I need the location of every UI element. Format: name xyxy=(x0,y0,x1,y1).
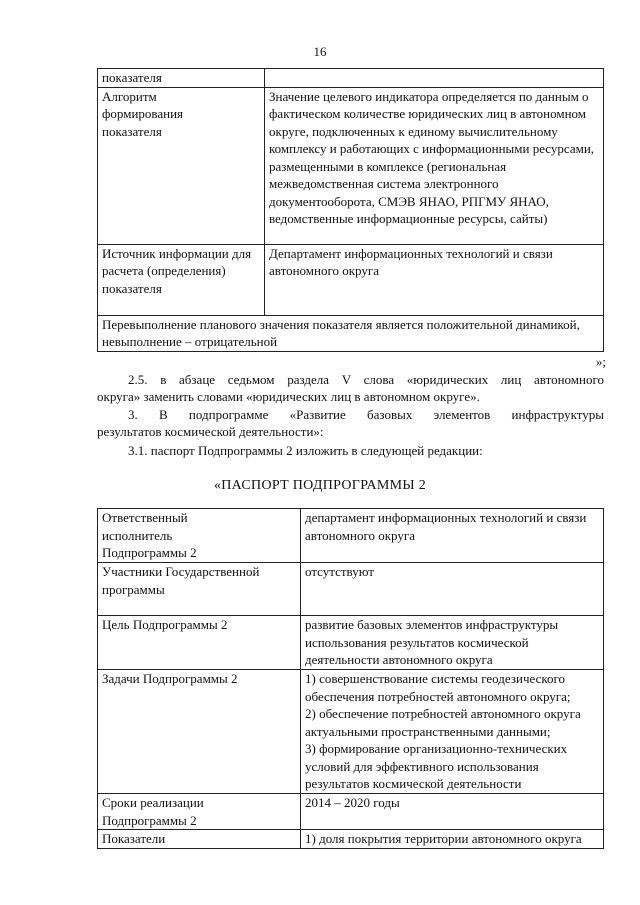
table-row xyxy=(98,69,604,88)
paragraph-line: 3.1. паспорт Подпрограммы 2 изложить в следующей редакции: xyxy=(128,443,483,458)
table-cell-value: 1) совершенствование системы геодезического обеспечения потребностей автономного округа; 2) обеспечение потребностей автономного округа актуальными пространственными данными; 3) формирование организационно-технических условий для эффективного использования результатов космической деятельности xyxy=(301,670,604,794)
passport-title: «ПАСПОРТ ПОДПРОГРАММЫ 2 xyxy=(213,478,427,493)
indicator-table xyxy=(97,68,604,352)
table-footer-note: Перевыполнение планового значения показателя является положительной динамикой, невыполнение – отрицательной xyxy=(98,315,604,351)
table-cell-value: департамент информационных технологий и связи автономного округа xyxy=(301,509,604,563)
table-cell-label: Ответственный исполнитель Подпрограммы 2 xyxy=(98,509,301,563)
table-row xyxy=(98,87,604,244)
table-cell-label: Сроки реализации Подпрограммы 2 xyxy=(98,794,301,830)
paragraph-line: 2.5. в абзаце седьмом раздела V слова «юридических лиц автономного xyxy=(128,372,604,387)
table-row xyxy=(98,830,604,849)
table-cell-label: Участники Государственной программы xyxy=(98,563,301,616)
table-cell-value xyxy=(265,69,604,88)
table-row xyxy=(98,315,604,351)
page-number: 16 xyxy=(313,44,327,59)
table-cell-value: Департамент информационных технологий и связи автономного округа xyxy=(265,244,604,315)
table-row xyxy=(98,616,604,670)
table-row xyxy=(98,670,604,794)
table-cell-label: Показатели xyxy=(98,830,301,849)
table-cell-value: Значение целевого индикатора определяется по данным о фактическом количестве юридических лиц в автономном округе, подключенных к единому вычислительному комплексу и работающих с информационными ресурсами, размещенными в комплексе (региональная межведомственная система электронного документооборота, СМЭВ ЯНАО, РПГМУ ЯНАО, ведомственные информационные ресурсы, сайты) xyxy=(265,87,604,244)
table-cell-label: Источник информации для расчета (определения) показателя xyxy=(98,244,265,315)
table-cell-value: 2014 – 2020 годы xyxy=(301,794,604,830)
table-row xyxy=(98,509,604,563)
table-cell-label: показателя xyxy=(98,69,265,88)
table-row xyxy=(98,794,604,830)
table-row xyxy=(98,563,604,616)
paragraph-line: результатов космической деятельности»: xyxy=(97,424,324,439)
table-cell-label: Алгоритм формирования показателя xyxy=(98,87,265,244)
table-cell-value: отсутствуют xyxy=(301,563,604,616)
table-cell-value: 1) доля покрытия территории автономного округа xyxy=(301,830,604,849)
passport-table xyxy=(97,508,604,849)
table-cell-label: Задачи Подпрограммы 2 xyxy=(98,670,301,794)
closing-quote: »; xyxy=(595,354,606,369)
table-cell-label: Цель Подпрограммы 2 xyxy=(98,616,301,670)
table-cell-value: развитие базовых элементов инфраструктуры использования результатов космической деятельности автономного округа xyxy=(301,616,604,670)
table-row xyxy=(98,244,604,315)
paragraph-line: округа» заменить словами «юридических лиц в автономном округе». xyxy=(97,389,480,404)
paragraph-line: 3. В подпрограмме «Развитие базовых элементов инфраструктуры xyxy=(128,407,604,422)
